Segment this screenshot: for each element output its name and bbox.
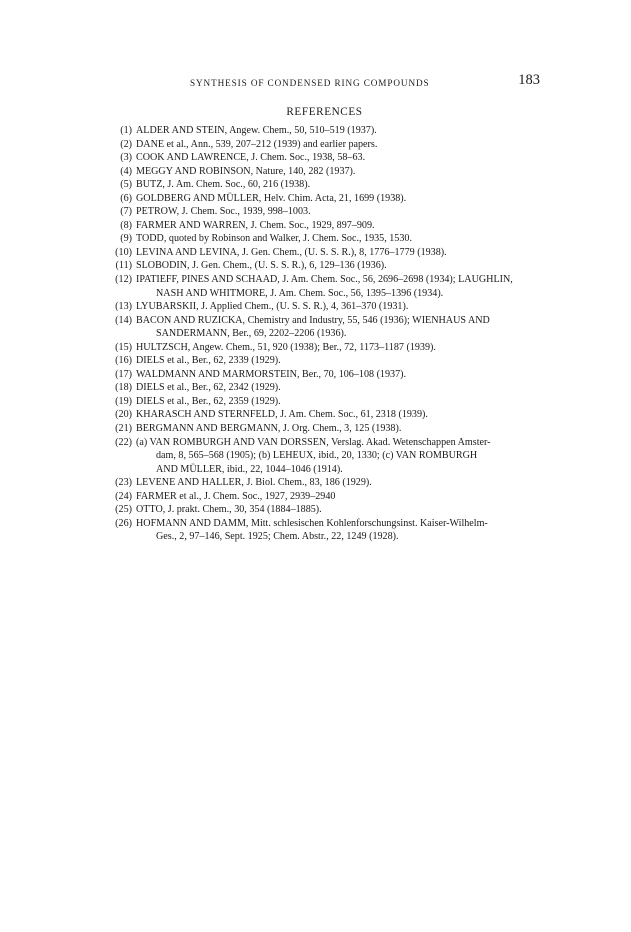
- reference-text: [136, 165, 540, 179]
- reference-line: OTTO, J. prakt. Chem., 30, 354 (1884–1885).: [136, 504, 322, 516]
- reference-text: [136, 178, 540, 192]
- reference-item: [100, 246, 540, 260]
- reference-number: (2): [120, 138, 132, 150]
- reference-item: [100, 368, 540, 382]
- reference-item: [100, 341, 540, 355]
- reference-text: [136, 408, 540, 422]
- reference-text: [136, 124, 540, 138]
- reference-line: PETROW, J. Chem. Soc., 1939, 998–1003.: [136, 206, 311, 218]
- reference-number: (23): [115, 477, 132, 489]
- reference-line: DIELS et al., Ber., 62, 2342 (1929).: [136, 382, 281, 394]
- reference-item: [100, 300, 540, 314]
- reference-text: [136, 259, 540, 273]
- references-list: [100, 124, 540, 544]
- reference-item: [100, 354, 540, 368]
- reference-text: [136, 422, 540, 436]
- reference-line: GOLDBERG AND MÜLLER, Helv. Chim. Acta, 21, 1699 (1938).: [136, 192, 407, 204]
- reference-item: [100, 219, 540, 233]
- reference-number: (22): [115, 436, 132, 448]
- reference-item: [100, 503, 540, 517]
- reference-line: HOFMANN AND DAMM, Mitt. schlesischen Kohlenforschungsinst. Kaiser-Wilhelm-: [136, 517, 488, 529]
- reference-item: [100, 395, 540, 409]
- reference-text: [136, 232, 540, 246]
- reference-number: (20): [115, 409, 132, 421]
- reference-item: [100, 408, 540, 422]
- reference-item: [100, 476, 540, 490]
- reference-text: [136, 436, 540, 477]
- reference-number: (24): [115, 490, 132, 502]
- reference-number: (15): [115, 341, 132, 353]
- reference-number: (1): [120, 125, 132, 136]
- reference-text: [136, 395, 540, 409]
- reference-line: DIELS et al., Ber., 62, 2359 (1929).: [136, 395, 281, 407]
- reference-line: FARMER et al., J. Chem. Soc., 1927, 2939–2940: [136, 490, 336, 502]
- reference-number: (6): [120, 192, 132, 204]
- reference-number: (7): [120, 206, 132, 218]
- reference-text: [136, 476, 540, 490]
- reference-item: [100, 151, 540, 165]
- reference-line: Ges., 2, 97–146, Sept. 1925; Chem. Abstr., 22, 1249 (1928).: [156, 531, 399, 543]
- reference-text: [136, 138, 540, 152]
- reference-number: (3): [120, 152, 132, 164]
- reference-number: (21): [115, 423, 132, 435]
- page-number: 183: [518, 72, 540, 88]
- reference-item: [100, 192, 540, 206]
- reference-number: (13): [115, 301, 132, 313]
- reference-item: [100, 165, 540, 179]
- reference-text: [136, 246, 540, 260]
- reference-line: HULTZSCH, Angew. Chem., 51, 920 (1938); Ber., 72, 1173–1187 (1939).: [136, 341, 436, 353]
- reference-line: IPATIEFF, PINES AND SCHAAD, J. Am. Chem. Soc., 56, 2696–2698 (1934); LAUGHLIN,: [136, 274, 513, 286]
- reference-text: [136, 192, 540, 206]
- section-title: REFERENCES: [286, 106, 363, 118]
- reference-number: (18): [115, 382, 132, 394]
- reference-number: (5): [120, 179, 132, 191]
- reference-line: LEVINA AND LEVINA, J. Gen. Chem., (U. S. S. R.), 8, 1776–1779 (1938).: [136, 246, 447, 258]
- reference-text: [136, 503, 540, 517]
- reference-text: [136, 273, 540, 300]
- reference-item: [100, 273, 540, 300]
- reference-line: DIELS et al., Ber., 62, 2339 (1929).: [136, 355, 281, 367]
- reference-text: [136, 354, 540, 368]
- reference-item: [100, 517, 540, 544]
- reference-line: COOK AND LAWRENCE, J. Chem. Soc., 1938, 58–63.: [136, 152, 366, 164]
- reference-line: FARMER AND WARREN, J. Chem. Soc., 1929, 897–909.: [136, 219, 375, 231]
- reference-number: (8): [120, 219, 132, 231]
- reference-number: (9): [120, 233, 132, 245]
- reference-item: [100, 138, 540, 152]
- reference-line: BACON AND RUZICKA, Chemistry and Industry, 55, 546 (1936); WIENHAUS AND: [136, 314, 490, 326]
- reference-number: (12): [115, 274, 132, 286]
- reference-number: (10): [115, 246, 132, 258]
- reference-item: [100, 422, 540, 436]
- reference-item: [100, 490, 540, 504]
- reference-number: (25): [115, 504, 132, 516]
- reference-number: (19): [115, 395, 132, 407]
- reference-line: LYUBARSKII, J. Applied Chem., (U. S. S. R.), 4, 361–370 (1931).: [136, 301, 409, 313]
- reference-item: [100, 381, 540, 395]
- reference-line: MEGGY AND ROBINSON, Nature, 140, 282 (1937).: [136, 165, 356, 177]
- reference-line: (a) VAN ROMBURGH AND VAN DORSSEN, Verslag. Akad. Wetenschappen Amster-: [136, 436, 491, 448]
- reference-text: [136, 300, 540, 314]
- reference-item: [100, 232, 540, 246]
- reference-text: [136, 341, 540, 355]
- reference-line: SLOBODIN, J. Gen. Chem., (U. S. S. R.), 6, 129–136 (1936).: [136, 260, 387, 272]
- reference-item: [100, 436, 540, 477]
- reference-text: [136, 517, 540, 544]
- reference-line: SANDERMANN, Ber., 69, 2202–2206 (1936).: [156, 328, 347, 340]
- reference-text: [136, 381, 540, 395]
- reference-number: (11): [115, 260, 132, 272]
- reference-text: [136, 151, 540, 165]
- reference-line: ALDER AND STEIN, Angew. Chem., 50, 510–519 (1937).: [136, 125, 377, 136]
- reference-line: DANE et al., Ann., 539, 207–212 (1939) and earlier papers.: [136, 138, 378, 150]
- reference-line: BERGMANN AND BERGMANN, J. Org. Chem., 3, 125 (1938).: [136, 423, 402, 435]
- reference-text: [136, 205, 540, 219]
- reference-number: (26): [115, 517, 132, 529]
- reference-line: AND MÜLLER, ibid., 22, 1044–1046 (1914).: [156, 463, 343, 475]
- reference-text: [136, 368, 540, 382]
- reference-line: NASH AND WHITMORE, J. Am. Chem. Soc., 56, 1395–1396 (1934).: [156, 287, 444, 299]
- reference-number: (14): [115, 314, 132, 326]
- reference-item: [100, 259, 540, 273]
- reference-line: KHARASCH AND STERNFELD, J. Am. Chem. Soc., 61, 2318 (1939).: [136, 409, 428, 421]
- reference-line: dam, 8, 565–568 (1905); (b) LEHEUX, ibid., 20, 1330; (c) VAN ROMBURGH: [156, 450, 478, 462]
- reference-text: [136, 314, 540, 341]
- running-title: SYNTHESIS OF CONDENSED RING COMPOUNDS: [190, 78, 430, 88]
- reference-text: [136, 219, 540, 233]
- reference-text: [136, 490, 540, 504]
- reference-number: (17): [115, 368, 132, 380]
- reference-line: TODD, quoted by Robinson and Walker, J. Chem. Soc., 1935, 1530.: [136, 233, 412, 245]
- reference-line: LEVENE AND HALLER, J. Biol. Chem., 83, 186 (1929).: [136, 477, 372, 489]
- reference-item: [100, 205, 540, 219]
- reference-item: [100, 178, 540, 192]
- reference-line: BUTZ, J. Am. Chem. Soc., 60, 216 (1938).: [136, 179, 311, 191]
- reference-number: (16): [115, 355, 132, 367]
- reference-item: [100, 314, 540, 341]
- reference-number: (4): [120, 165, 132, 177]
- reference-item: [100, 124, 540, 138]
- reference-line: WALDMANN AND MARMORSTEIN, Ber., 70, 106–108 (1937).: [136, 368, 407, 380]
